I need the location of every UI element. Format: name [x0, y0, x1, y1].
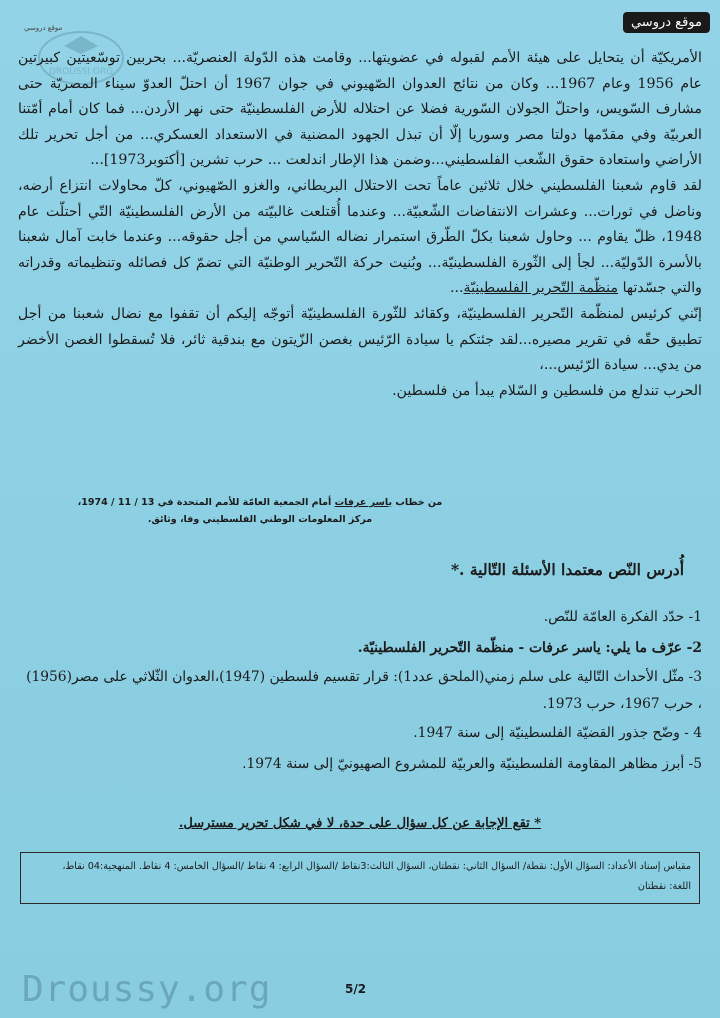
rubric-line: اللغة: نقطتان — [637, 881, 691, 892]
question-item: 2- عرّف ما يلي: ياسر عرفات - منظّمة التّحرير الفلسطينيّة. — [357, 640, 702, 656]
questions-list — [18, 602, 702, 780]
underlined-term: منظّمة التّحرير الفلسطينيّة — [463, 280, 619, 297]
small-site-logo: موقع دروسي — [24, 24, 63, 32]
paragraph: الحرب تندلع من فلسطين و السّلام يبدأ من فلسطين. — [392, 382, 702, 399]
paragraph-text: ... — [449, 280, 464, 297]
document-text — [18, 46, 702, 404]
logo-text: DROUSSI.ORG — [48, 67, 114, 77]
question-item: 4 - وضّح جذور القضيّة الفلسطينيّة إلى سنة 1947. — [413, 725, 702, 741]
question-item: 5- أبرز مظاهر المقاومة الفلسطينيّة والعربيّة للمشروع الصهيونيّ إلى سنة 1974. — [242, 756, 702, 772]
rubric-line: مقياس إسناد الأعداد: السؤال الأول: نقطة/ السؤال الثاني: نقطتان، السؤال الثالث:3نقاط /السؤال الرابع: 4 نقاط /السؤال الخامس: 4 نقاط. المنهجية:04 نقاط، — [62, 861, 691, 872]
question-item: 1- حدّد الفكرة العامّة للنّص. — [543, 609, 702, 625]
grading-rubric-box — [20, 852, 700, 904]
paragraph-text: لقد قاوم شعبنا الفلسطيني خلال ثلاثين عاماً تحت الاحتلال البريطاني، والغزو الصّهيوني، كلّ محاولات انتزاع أرضه، وناضل في ثورات... وعشرات الانتفاضات الشّعبيّة... وعندما أُقتلعت غالبيّته من الأرض الفلسطينيّة التّي أحتلّت عام 1948، ظلّ يقاوم ... وحاول شعبنا بكلّ الطّرق استمرار نضاله السّياسي من أجل حقوقه... وعندما خابت آمال شعبنا بالأسرة الدّوليّة... لجأ إلى الثّورة الفلسطينيّة... وبُنيت حركة التّحرير الوطنيّة التي تضمّ كل فصائله وتنظيماته وقدراته والتي جسّدتها — [18, 177, 702, 297]
paragraph: إنّني كرئيس لمنظّمة التّحرير الفلسطينيّة، وكقائد للثّورة الفلسطينيّة أتوجّه إليكم أن تقفوا مع نضال شعبنا من أجل تطبيق حقّه في تقرير مصيره...لقد جئتكم يا سيادة الرّئيس بغصن الزّيتون مع بندقية ثائر، فلا تُسقطوا الغصن الأخضر من يدي... سيادة الرّئيس...، — [18, 305, 702, 374]
question-item: 3- مثّل الأحداث التّالية على سلم زمني(الملحق عدد1): قرار تقسيم فلسطين (1947)،العدوان الثّلاثي على مصر(1956) ، حرب 1967، حرب 1973. — [26, 669, 702, 712]
answer-note-text: * تقع الإجابة عن كل سؤال على حدة، لا في شكل تحرير مسترسل. — [178, 816, 542, 831]
source-prefix: من خطاب — [395, 497, 443, 508]
source-rest: أمام الجمعية العامّة للأمم المتحدة في 13 / 11 / 1974، — [77, 497, 332, 508]
site-badge[interactable]: موقع دروسي — [623, 12, 710, 33]
instructions-heading: أُدرس النّص معتمدا الأسئلة التّالية .* — [450, 560, 684, 579]
answer-note — [0, 816, 720, 831]
footer-watermark: Droussy.org — [22, 969, 272, 1010]
paragraph — [18, 174, 702, 302]
page-number: 5/2 — [345, 982, 367, 996]
source-speaker: ياسر عرفات — [334, 497, 393, 508]
paragraph: الأمريكيّة أن يتحايل على هيئة الأمم لقبوله في عضويتها... وقامت هذه الدّولة العنصريّة... بحربين توسّعيتين كبيرتين عام 1956 وعام 1967... وكان من نتائج العدوان الصّهيوني في جوان 1967 أن احتلّ العدوّ سيناء المصريّة حتى مشارف السّويس، واحتلّ الجولان السّورية فضلا عن احتلاله للأرض الفلسطينيّة حتى نهر الأردن... فما كان أمام أمّتنا العربيّة وفي مقدّمها دولتا مصر وسوريا إلّا أن تبذل الجهود المضنية في الاستعداد العسكري... من أجل تحرير تلك الأراضي واستعادة حقوق الشّعب الفلسطيني...وضمن هذا الإطار اندلعت ... حرب تشرين [أكتوبر1973]... — [18, 50, 702, 169]
source-line2: مركز المعلومات الوطني الفلسطيني وفا، وثائق. — [147, 514, 373, 525]
source-citation — [40, 494, 480, 528]
